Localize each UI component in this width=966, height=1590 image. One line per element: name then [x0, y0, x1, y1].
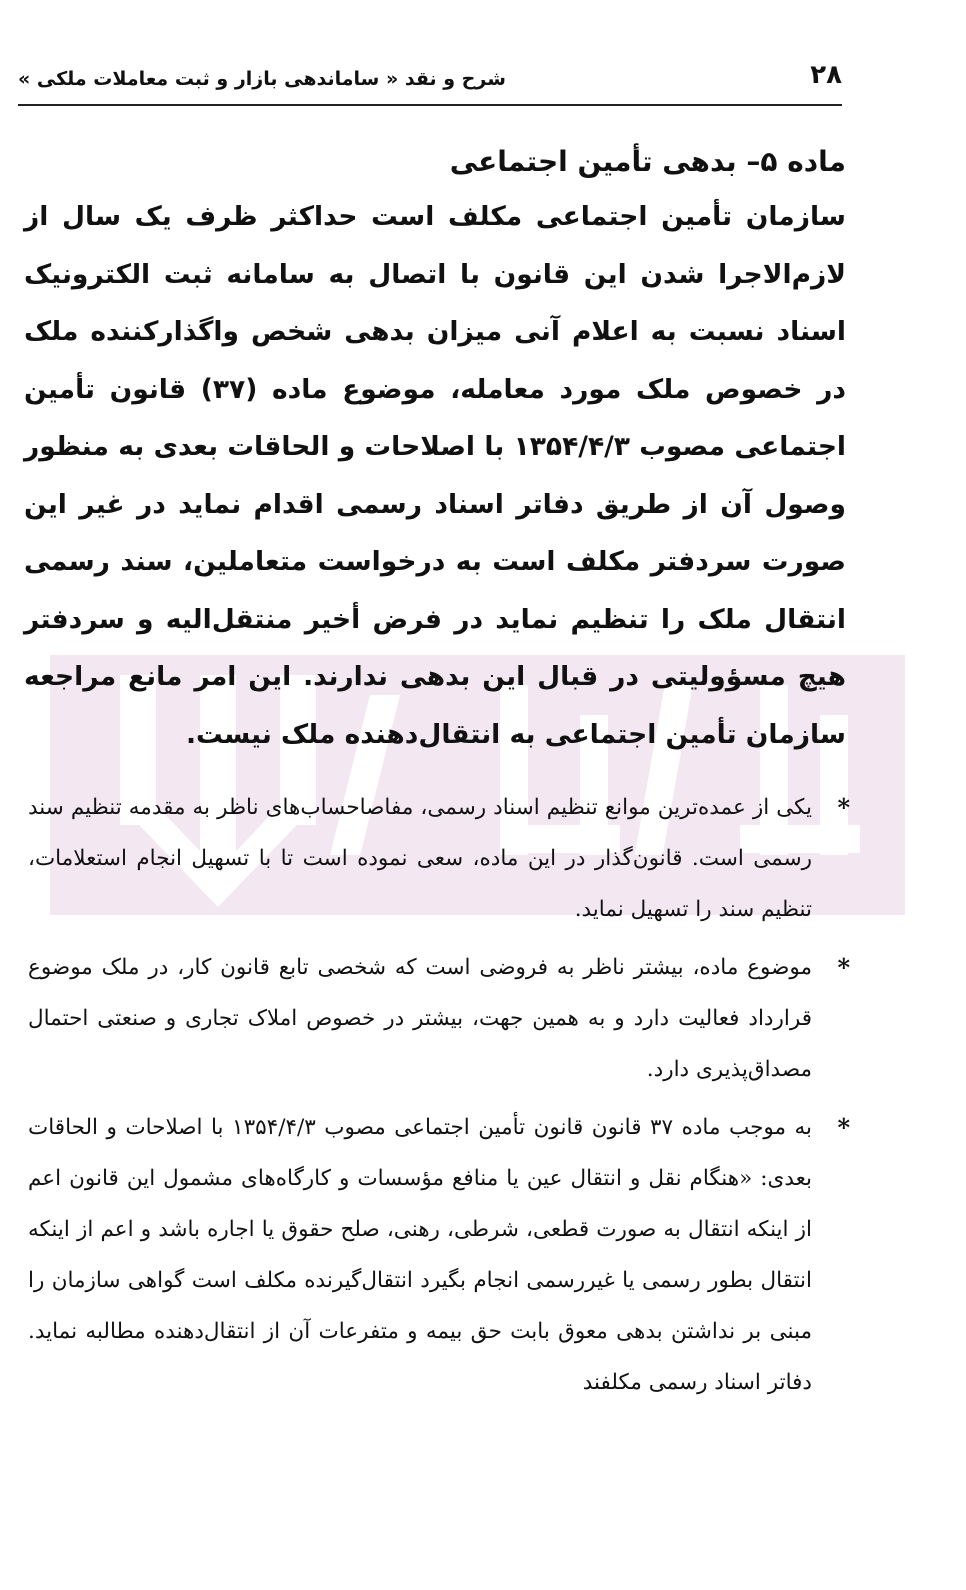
- note-asterisk-icon: *: [837, 793, 850, 822]
- note-text: یکی از عمده‌ترین موانع تنظیم اسناد رسمی، مفاصاحساب‌های ناظر به مقدمه تنظیم سند رسمی است. قانون‌گذار در این ماده، سعی نموده است تا با تسهیل انجام استعلامات، تنظیم سند را تسهیل نماید.: [28, 795, 812, 922]
- note-item: [28, 942, 850, 1095]
- note-asterisk-icon: *: [837, 1113, 850, 1142]
- note-text: موضوع ماده، بیشتر ناظر به فروضی است که شخصی تابع قانون کار، در ملک موضوع قرارداد فعالیت دارد و به همین جهت، بیشتر در خصوص املاک تجاری و صنعتی احتمال مصداق‌پذیری دارد.: [28, 955, 812, 1082]
- note-text: به موجب ماده ۳۷ قانون قانون تأمین اجتماعی مصوب ۱۳۵۴/۴/۳ با اصلاحات و الحاقات بعدی: «هنگام نقل و انتقال عین یا منافع مؤسسات و کارگاه‌های مشمول این قانون اعم از اینکه انتقال به صورت قطعی، شرطی، رهنی، صلح حقوق یا اجاره باشد و اعم از اینکه انتقال بطور رسمی یا غیررسمی انجام بگیرد انتقال‌گیرنده مکلف است گواهی سازمان را مبنی بر نداشتن بدهی معوق بابت حق بیمه و متفرعات آن از انتقال‌دهنده مطالبه نماید. دفاتر اسناد رسمی مکلفند: [28, 1115, 812, 1395]
- article-body: سازمان تأمین اجتماعی مکلف است حداکثر ظرف یک سال از لازم‌الاجرا شدن این قانون با اتصال به سامانه ثبت الکترونیک اسناد نسبت به اعلام آنی میزان بدهی شخص واگذارکننده ملک در خصوص ملک مورد معامله، موضوع ماده (۳۷) قانون تأمین اجتماعی مصوب ۱۳۵۴/۴/۳ با اصلاحات و الحاقات بعدی به منظور وصول آن از طریق دفاتر اسناد رسمی اقدام نماید در غیر این صورت سردفتر مکلف است به درخواست متعاملین، سند رسمی انتقال ملک را تنظیم نماید در فرض أخیر منتقل‌الیه و سردفتر هیچ مسؤولیتی در قبال این بدهی ندارند. این امر مانع مراجعه سازمان تأمین اجتماعی به انتقال‌دهنده ملک نیست.: [24, 201, 846, 750]
- note-item: [28, 1102, 850, 1408]
- page-header: [18, 58, 842, 106]
- page-number: ۲۸: [810, 60, 842, 90]
- note-item: [28, 782, 850, 935]
- commentary-notes: [28, 782, 850, 1415]
- note-asterisk-icon: *: [837, 953, 850, 982]
- article-section: [24, 140, 846, 763]
- article-title: ماده ۵– بدهی تأمین اجتماعی: [449, 145, 846, 178]
- running-title: شرح و نقد « ساماندهی بازار و ثبت معاملات ملکی »: [18, 68, 506, 90]
